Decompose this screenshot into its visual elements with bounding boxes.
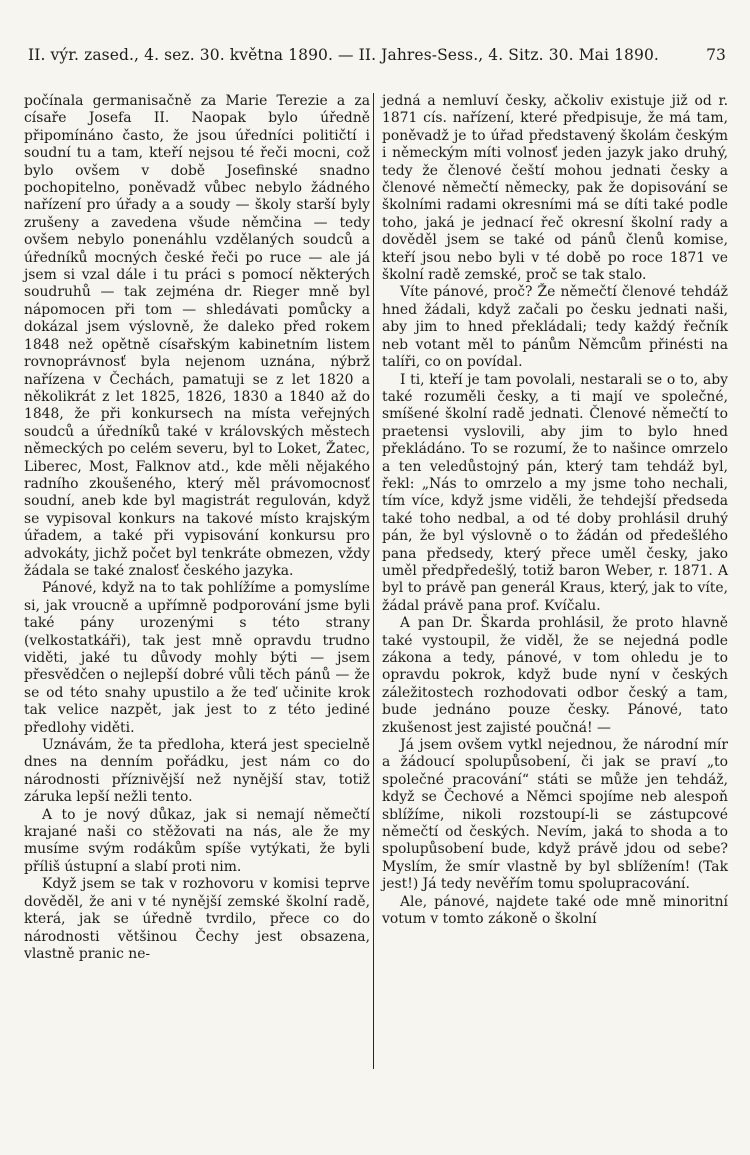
paragraph: Já jsem ovšem vytkl nejednou, že národní mír a žádoucí spolupůsobení, či jak se praví „to společné pracování“ státi se může jen tehdáž, když se Čechové a Němci spojíme neb alespoň sblížíme, nikoli rozstoupí-li se zástupcové němečtí od českých. Nevím, jaká to shoda a to spolupůsobení bude, když právě jdou od sebe? Myslím, že smír vlastně by byl sblížením! (Tak jest!) Já tedy nevěřím tomu spolupracování.	[382, 737, 728, 893]
paragraph: Ale, pánové, najdete také ode mně minoritní votum v tomto zákoně o školní	[382, 893, 728, 928]
left-column	[24, 93, 370, 963]
running-title: II. výr. zased., 4. sez. 30. května 1890. — II. Jahres-Sess., 4. Sitz. 30. Mai 1890.	[28, 46, 659, 64]
paragraph: A to je nový důkaz, jak si nemají němečtí krajané naši co stěžovati na nás, ale že my musíme svým rodákům spíše vytýkati, že byli příliš ústupní a slabí proti nim.	[24, 806, 370, 875]
paragraph: I ti, kteří je tam povolali, nestarali se o to, aby také rozuměli česky, a ti mají ve společné, smíšené školní radě jednati. Členové němečtí to praetensi vyslovili, aby jim to bylo hned překládáno. To se rozumí, že to našince omrzelo a ten veledůstojný pán, který tam tehdáž byl, řekl: „Nás to omrzelo a my jsme toho nechali, tím více, když jsme viděli, že tehdejší předseda také toho nedbal, a od té doby prohlásil druhý pán, že byl výslovně o to žádán od předešlého pana předsedy, který přece uměl česky, jako uměl předpředešlý, totiž baron Weber, r. 1871. A byl to právě pan generál Kraus, který, jak to víte, žádal právě pana prof. Kvíčalu.	[382, 371, 728, 614]
column-divider	[373, 93, 374, 1069]
paragraph: Když jsem se tak v rozhovoru v komisi teprve dověděl, že ani v té nynější zemské školní radě, která, jak se úředně tvrdilo, přece co do národnosti většinou Čechy jest obsazena, vlastně pranic ne-	[24, 876, 370, 962]
paragraph: A pan Dr. Škarda prohlásil, že proto hlavně také vystoupil, že viděl, že se nejedná podle zákona a tedy, pánové, v tom ohledu je to opravdu pokrok, když bude nyní v českých záležitostech rozhodovati odbor český a tam, bude jednáno pouze česky. Pánové, tato zkušenost jest zajisté poučná! —	[382, 615, 728, 736]
page-number: 73	[706, 46, 726, 64]
paragraph: Uznávám, že ta předloha, která jest specielně dnes na denním pořádku, jest nám co do národnosti příznivější než nynější stav, totiž záruka lepší nežli tento.	[24, 737, 370, 806]
paragraph: počínala germanisačně za Marie Terezie a za císaře Josefa II. Naopak bylo úředně připomínáno často, že jsou úředníci političtí i soudní tu a tam, kteří nejsou té řeči mocni, což bylo ovšem v době Josefinské snadno pochopitelno, poněvadž vůbec nebylo žádného nařízení pro úřady a a soudy — školy starší byly zrušeny a zavedena všude němčina — tedy ovšem nebylo ponenáhlu vzdělaných soudců a úředníků mocných české řeči po ruce — ale já jsem si vzal dále i tu práci s pomocí některých soudruhů — tak zejména dr. Rieger mně byl nápomocen při tom — shledávati pomůcky a dokázal jsem výslovně, že daleko před rokem 1848 než opětně císařským kabinetním listem rovnoprávnosť byla nejenom uznána, nýbrž nařízena v Čechách, pamatuji se z let 1820 a několikrát z let 1825, 1826, 1830 a 1840 až do 1848, že při konkursech na místa veřejných soudců a úředníků také v královských městech německých po celém severu, byl to Loket, Žatec, Liberec, Most, Falknov atd., kde měli nějakého radního zkoušeného, který měl právomocnosť soudní, aneb kde byl magistrát regulován, když se vypisoval konkurs na takové místo krajským úřadem, a také při vypisování konkursu pro advokáty, jichž počet byl tenkráte obmezen, vždy žádala se také znalosť českého jazyka.	[24, 93, 370, 579]
paragraph: Pánové, když na to tak pohlížíme a pomyslíme si, jak vroucně a upřímně podporování jsme byli také pány urozenými s této strany (velkostatkáři), tak jest mně opravdu trudno viděti, jaké tu důvody mohly býti — jsem přesvědčen o nejlepší dobré vůli těch pánů — že se od této snahy upustilo a že teď učinite krok tak velice nazpět, jak jest to z této jediné předlohy viděti.	[24, 580, 370, 736]
paragraph: jedná a nemluví česky, ačkoliv existuje již od r. 1871 cís. nařízení, které předpisuje, že má tam, poněvadž je to úřad představený školám českým i německým míti volnosť jeden jazyk jako druhý, tedy že členové čeští mohou jednati česky a členové němečtí německy, pak že dopisování se školními radami okresními má se díti také podle toho, jaká je jednací řeč okresní školní rady a dověděl jsem se také od pánů členů komise, kteří jsou nebo byli v té době po roce 1871 ve školní radě zemské, proč se tak stalo.	[382, 93, 728, 284]
paragraph: Víte pánové, proč? Že němečtí členové tehdáž hned žádali, když začali po česku jednati naši, aby jim to hned překládali; tedy každý řečník neb votant měl to pánům Němcům přinésti na talíři, co on povídal.	[382, 284, 728, 371]
page-header	[28, 46, 726, 72]
right-column	[382, 93, 728, 929]
